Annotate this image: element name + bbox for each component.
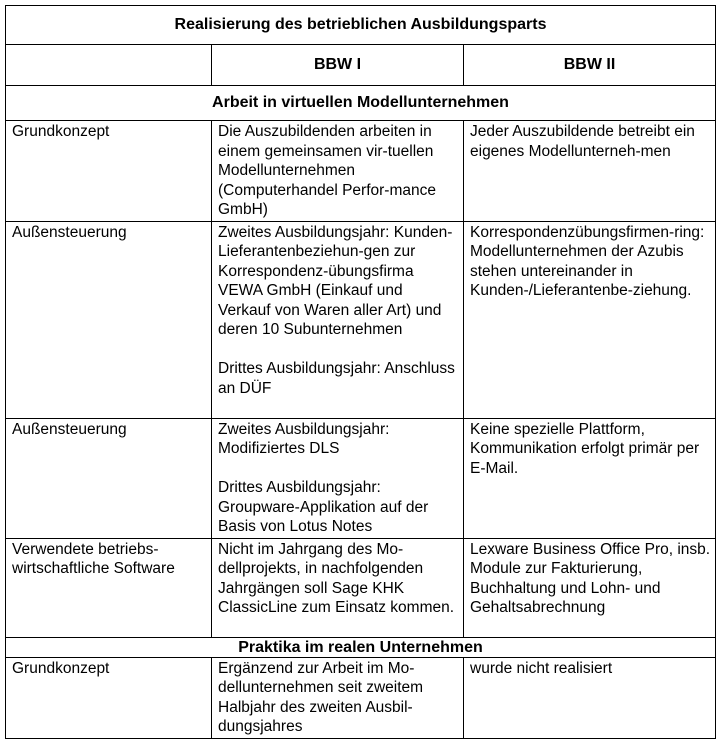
bbw1-cell [212, 538, 464, 637]
table-title: Realisierung des betrieblichen Ausbildungsparts [6, 6, 716, 45]
row-label: Grundkonzept [6, 121, 212, 222]
cell-text: wurde nicht realisiert [470, 659, 613, 677]
cell-text: Korrespondenzübungsfirmen-ring: Modellunternehmen der Azubis stehen untereinander in Kunden-/Lieferantenbe-ziehung. [470, 223, 705, 299]
table-row [6, 538, 716, 637]
header-bbw1: BBW I [212, 45, 464, 86]
cell-text: Nicht im Jahrgang des Mo-dellprojekts, in nachfolgenden Jahrgängen soll Sage KHK ClassicLine zum Einsatz kommen. [218, 540, 455, 616]
cell-text: Drittes Ausbildungsjahr: Groupware-Applikation auf der Basis von Lotus Notes [218, 479, 429, 535]
cell-text: Drittes Ausbildungsjahr: Anschluss an DÜF [218, 360, 455, 397]
row-label: Außensteuerung [6, 418, 212, 538]
section-heading: Praktika im realen Unternehmen [6, 637, 716, 657]
cell-text: Zweites Ausbildungsjahr: Kunden-Lieferantenbeziehun-gen zur Korrespondenz-übungsfirma VEWA GmbH (Einkauf und Verkauf von Waren aller Art) und deren 10 Subunternehmen [218, 223, 453, 338]
header-empty-cell [6, 45, 212, 86]
bbw1-cell [212, 121, 464, 222]
header-row [6, 45, 716, 86]
row-label: Grundkonzept [6, 657, 212, 738]
bbw2-cell [464, 657, 716, 738]
bbw1-cell [212, 418, 464, 538]
table-row [6, 657, 716, 738]
bbw2-cell [464, 418, 716, 538]
bbw2-cell [464, 221, 716, 418]
row-label: Verwendete betriebs-wirtschaftliche Software [6, 538, 212, 637]
bbw2-cell [464, 538, 716, 637]
realization-table [5, 5, 716, 739]
cell-text: Keine spezielle Plattform, Kommunikation erfolgt primär per E-Mail. [470, 420, 700, 477]
table-row [6, 121, 716, 222]
cell-text: Die Auszubildenden arbeiten in einem gemeinsamen vir-tuellen Modellunternehmen (Computerhandel Perfor-mance GmbH) [218, 123, 436, 218]
cell-text: Lexware Business Office Pro, insb. Module zur Fakturierung, Buchhaltung und Lohn- und Gehaltsabrechnung [470, 540, 711, 616]
row-label: Außensteuerung [6, 221, 212, 418]
section-heading-row [6, 86, 716, 121]
table-row [6, 418, 716, 538]
bbw2-cell [464, 121, 716, 222]
cell-text: Ergänzend zur Arbeit im Mo-dellunternehmen seit zweitem Halbjahr des zweiten Ausbil-dungsjahres [218, 659, 424, 735]
title-row [6, 6, 716, 45]
bbw1-cell [212, 657, 464, 738]
section-heading: Arbeit in virtuellen Modellunternehmen [6, 86, 716, 121]
header-bbw2: BBW II [464, 45, 716, 86]
bbw1-cell [212, 221, 464, 418]
cell-text: Zweites Ausbildungsjahr: Modifiziertes DLS [218, 420, 390, 457]
cell-text: Jeder Auszubildende betreibt ein eigenes Modellunterneh-men [470, 123, 695, 160]
table-row [6, 221, 716, 418]
section-heading-row [6, 637, 716, 657]
